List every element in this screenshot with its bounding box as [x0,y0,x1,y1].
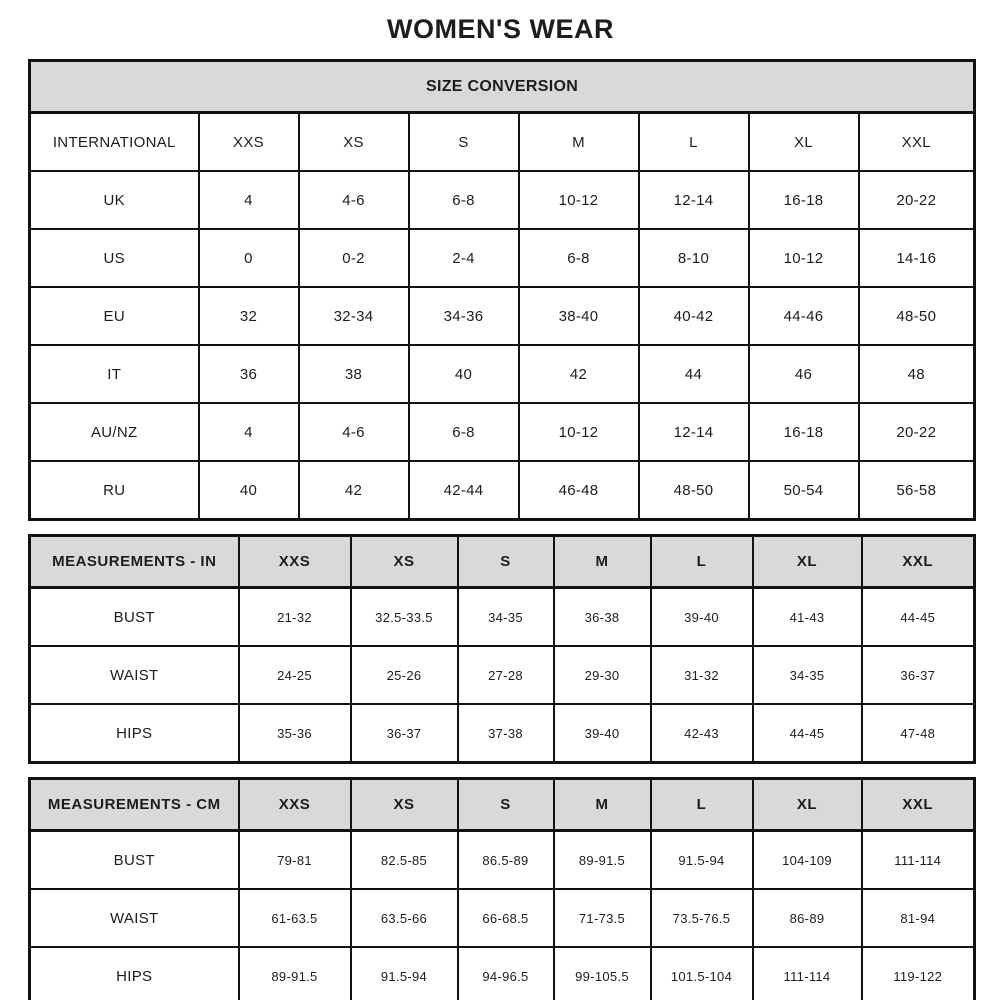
measurement-value-cell: 61-63.5 [239,889,351,947]
size-value-cell: 42-44 [409,461,519,520]
measurement-value-cell: 42-43 [651,704,753,763]
row-label: UK [30,171,199,229]
measurement-value-cell: 24-25 [239,646,351,704]
measurement-value-cell: 111-114 [753,947,862,1000]
size-value-cell: 8-10 [639,229,749,287]
measurement-value-cell: 86.5-89 [458,831,554,890]
measurement-value-cell: 44-45 [862,588,975,647]
row-label: RU [30,461,199,520]
size-value-cell: L [639,113,749,172]
measurement-value-cell: 39-40 [651,588,753,647]
size-value-cell: 10-12 [519,403,639,461]
size-value-cell: 0 [199,229,299,287]
size-value-cell: 44 [639,345,749,403]
size-value-cell: 36 [199,345,299,403]
size-column-header: XS [351,536,458,588]
size-column-header: M [554,536,651,588]
size-value-cell: XS [299,113,409,172]
size-value-cell: 16-18 [749,171,859,229]
size-column-header: XL [753,779,862,831]
size-value-cell: 40 [409,345,519,403]
table-row [30,287,975,345]
measurement-value-cell: 71-73.5 [554,889,651,947]
measurement-value-cell: 25-26 [351,646,458,704]
table-row [30,113,975,172]
measurements-cm-table [28,777,976,1000]
size-value-cell: 4-6 [299,403,409,461]
size-value-cell: 6-8 [409,171,519,229]
measurement-value-cell: 81-94 [862,889,975,947]
size-column-header: XL [753,536,862,588]
table-row [30,646,975,704]
measurement-label: WAIST [30,889,239,947]
size-value-cell: 6-8 [519,229,639,287]
measurement-value-cell: 35-36 [239,704,351,763]
measurement-value-cell: 63.5-66 [351,889,458,947]
measurement-value-cell: 79-81 [239,831,351,890]
table-header-row [30,779,975,831]
size-value-cell: 4-6 [299,171,409,229]
measurement-value-cell: 82.5-85 [351,831,458,890]
size-column-header: M [554,779,651,831]
size-value-cell: 32-34 [299,287,409,345]
size-value-cell: 10-12 [519,171,639,229]
size-value-cell: 32 [199,287,299,345]
measurement-label: BUST [30,588,239,647]
size-column-header: XS [351,779,458,831]
row-label: AU/NZ [30,403,199,461]
size-value-cell: S [409,113,519,172]
size-column-header: L [651,779,753,831]
page-title: WOMEN'S WEAR [387,14,614,44]
measurement-value-cell: 34-35 [753,646,862,704]
table-row [30,171,975,229]
size-value-cell: 16-18 [749,403,859,461]
table-row [30,461,975,520]
size-value-cell: 2-4 [409,229,519,287]
size-value-cell: 6-8 [409,403,519,461]
measurements-header-label: MEASUREMENTS - CM [30,779,239,831]
size-value-cell: 4 [199,403,299,461]
size-value-cell: 42 [299,461,409,520]
size-value-cell: XXS [199,113,299,172]
size-value-cell: 46-48 [519,461,639,520]
measurement-label: HIPS [30,704,239,763]
measurement-value-cell: 41-43 [753,588,862,647]
size-column-header: XXS [239,779,351,831]
measurement-label: WAIST [30,646,239,704]
row-label: INTERNATIONAL [30,113,199,172]
size-column-header: S [458,779,554,831]
size-value-cell: 46 [749,345,859,403]
table-header-row [30,536,975,588]
size-value-cell: 38 [299,345,409,403]
measurement-value-cell: 89-91.5 [239,947,351,1000]
size-column-header: XXS [239,536,351,588]
table-row [30,889,975,947]
row-label: IT [30,345,199,403]
size-value-cell: 34-36 [409,287,519,345]
size-value-cell: 42 [519,345,639,403]
size-value-cell: 40 [199,461,299,520]
table-row [30,229,975,287]
size-value-cell: 20-22 [859,403,975,461]
size-value-cell: 48-50 [639,461,749,520]
size-value-cell: 12-14 [639,403,749,461]
size-column-header: XXL [862,779,975,831]
table-banner-row [30,61,975,113]
size-value-cell: 20-22 [859,171,975,229]
size-value-cell: XXL [859,113,975,172]
measurement-value-cell: 36-37 [351,704,458,763]
table-row [30,403,975,461]
table-row [30,345,975,403]
size-conversion-table [28,59,976,521]
row-label: US [30,229,199,287]
size-value-cell: 38-40 [519,287,639,345]
measurement-value-cell: 119-122 [862,947,975,1000]
measurement-label: HIPS [30,947,239,1000]
measurement-value-cell: 89-91.5 [554,831,651,890]
measurement-value-cell: 27-28 [458,646,554,704]
measurement-value-cell: 31-32 [651,646,753,704]
size-value-cell: M [519,113,639,172]
size-value-cell: 12-14 [639,171,749,229]
size-value-cell: XL [749,113,859,172]
row-label: EU [30,287,199,345]
measurement-value-cell: 36-37 [862,646,975,704]
measurement-value-cell: 37-38 [458,704,554,763]
table-row [30,588,975,647]
measurement-value-cell: 39-40 [554,704,651,763]
size-value-cell: 14-16 [859,229,975,287]
measurement-value-cell: 47-48 [862,704,975,763]
measurement-value-cell: 86-89 [753,889,862,947]
table-row [30,831,975,890]
measurement-value-cell: 73.5-76.5 [651,889,753,947]
measurement-value-cell: 36-38 [554,588,651,647]
size-value-cell: 40-42 [639,287,749,345]
measurement-value-cell: 66-68.5 [458,889,554,947]
measurement-value-cell: 91.5-94 [351,947,458,1000]
measurements-header-label: MEASUREMENTS - IN [30,536,239,588]
size-value-cell: 50-54 [749,461,859,520]
size-value-cell: 44-46 [749,287,859,345]
size-column-header: S [458,536,554,588]
size-column-header: XXL [862,536,975,588]
measurement-value-cell: 32.5-33.5 [351,588,458,647]
measurement-value-cell: 94-96.5 [458,947,554,1000]
table-row [30,947,975,1000]
size-value-cell: 4 [199,171,299,229]
measurements-in-table [28,534,976,764]
size-value-cell: 56-58 [859,461,975,520]
measurement-value-cell: 29-30 [554,646,651,704]
measurement-value-cell: 104-109 [753,831,862,890]
measurement-value-cell: 44-45 [753,704,862,763]
size-value-cell: 48-50 [859,287,975,345]
measurement-value-cell: 21-32 [239,588,351,647]
size-value-cell: 10-12 [749,229,859,287]
measurement-value-cell: 91.5-94 [651,831,753,890]
size-value-cell: 0-2 [299,229,409,287]
measurement-value-cell: 111-114 [862,831,975,890]
table-row [30,704,975,763]
size-value-cell: 48 [859,345,975,403]
size-conversion-banner: SIZE CONVERSION [30,61,975,113]
measurement-value-cell: 34-35 [458,588,554,647]
size-column-header: L [651,536,753,588]
measurement-value-cell: 99-105.5 [554,947,651,1000]
measurement-value-cell: 101.5-104 [651,947,753,1000]
measurement-label: BUST [30,831,239,890]
